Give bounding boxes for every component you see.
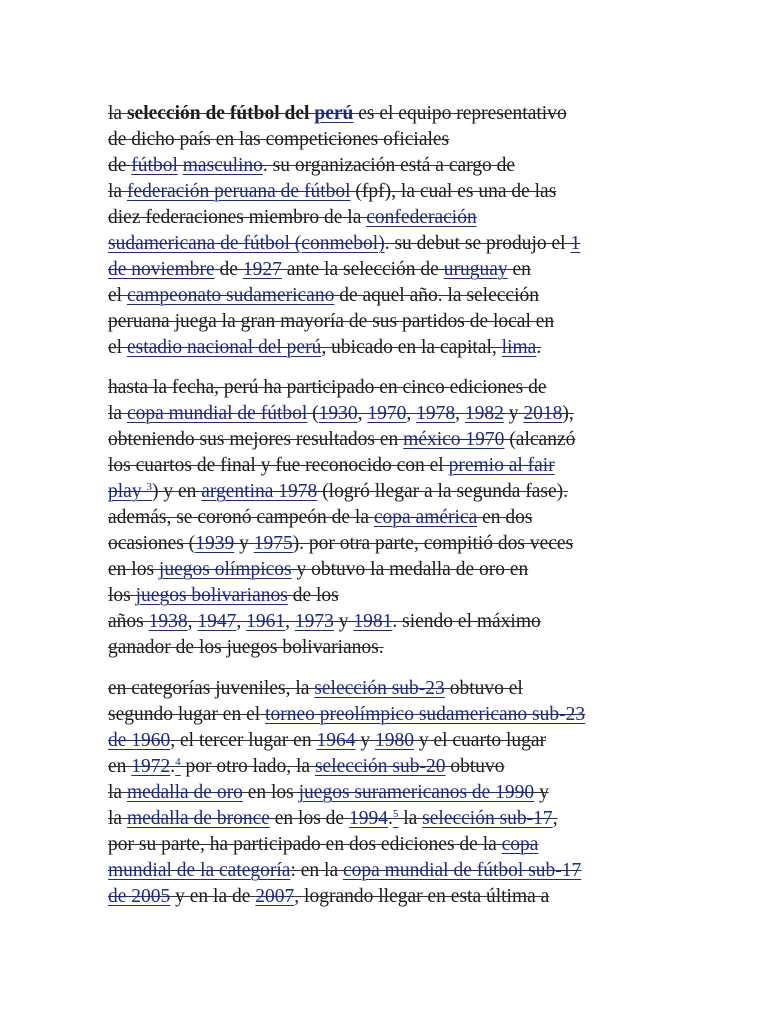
wiki-link[interactable]: 1964 [316, 730, 356, 751]
wiki-link[interactable]: mundial de la categoría [108, 860, 291, 881]
text-run: y [534, 782, 549, 803]
text-run: la [108, 181, 127, 202]
text-line [108, 205, 477, 231]
text-run: en [507, 259, 531, 280]
text-line [108, 309, 554, 335]
text-run: , [552, 808, 558, 829]
text-line [108, 153, 515, 179]
wiki-link[interactable]: copa [501, 834, 539, 855]
wiki-link[interactable]: copa mundial de fútbol sub-17 [343, 860, 582, 881]
text-run: la [108, 808, 127, 829]
text-run: . [170, 756, 176, 777]
text-run: . su organización está a cargo de [262, 155, 516, 176]
wiki-link[interactable]: argentina 1978 [201, 481, 318, 502]
wiki-link[interactable]: méxico 1970 [403, 429, 505, 450]
wiki-link[interactable]: juegos suramericanos de 1990 [298, 782, 535, 803]
wiki-link[interactable]: de 1960 [108, 730, 171, 751]
text-run: , el tercer lugar en [170, 730, 317, 751]
wiki-link[interactable]: copa américa [373, 507, 478, 528]
text-run: . siendo el máximo [392, 611, 541, 632]
text-line [108, 884, 549, 910]
text-line [108, 635, 384, 661]
wiki-link[interactable]: medalla de bronce [126, 808, 270, 829]
wiki-link[interactable]: 1994 [348, 808, 388, 829]
text-line [108, 127, 449, 153]
wiki-link[interactable]: 1970 [367, 403, 407, 424]
wiki-link[interactable]: perú [314, 103, 354, 124]
wiki-link[interactable]: 1978 [416, 403, 456, 424]
text-run: por su parte, ha participado en dos ediciones de la [108, 834, 502, 855]
text-run: . [387, 808, 393, 829]
wiki-link[interactable]: lima [501, 337, 537, 358]
footnote-number: 3 [146, 481, 152, 493]
text-run: la [398, 808, 423, 829]
wiki-link[interactable]: campeonato sudamericano [126, 285, 335, 306]
wiki-link[interactable]: 2018 [523, 403, 563, 424]
text-run: de [108, 155, 132, 176]
wiki-link[interactable]: torneo preolímpico sudamericano sub-23 [265, 704, 586, 725]
text-run: ganador de los juegos bolivarianos. [108, 637, 384, 658]
bold-text: selección de fútbol del [126, 103, 315, 124]
text-line [108, 702, 585, 728]
text-run: la [108, 782, 127, 803]
wiki-link[interactable]: confederación [366, 207, 477, 228]
wiki-link[interactable]: 1939 [195, 533, 235, 554]
wiki-link[interactable]: 1961 [246, 611, 286, 632]
text-run: además, se coronó campeón de la [108, 507, 374, 528]
wiki-link[interactable]: 1972 [131, 756, 171, 777]
wiki-link[interactable]: 1930 [318, 403, 358, 424]
text-line [108, 401, 574, 427]
wiki-link[interactable]: sudamericana de fútbol (conmebol) [108, 233, 385, 254]
wiki-link[interactable]: 1981 [353, 611, 393, 632]
wiki-link[interactable]: 1938 [148, 611, 188, 632]
wiki-link[interactable]: 1 [570, 233, 581, 254]
text-line [108, 427, 575, 453]
text-run: hasta la fecha, perú ha participado en cinco ediciones de [108, 377, 547, 398]
text-run: ante la selección de [281, 259, 444, 280]
text-run: el [108, 337, 127, 358]
text-run: ) y en [151, 481, 202, 502]
text-run: , [357, 403, 368, 424]
text-line [108, 257, 531, 283]
text-run: de los [287, 585, 339, 606]
text-run: , [455, 403, 465, 424]
wiki-link[interactable]: 1980 [374, 730, 414, 751]
text-line [108, 676, 523, 702]
text-run: ). por otra parte, compitió dos veces [292, 533, 574, 554]
text-line [108, 375, 547, 401]
text-run: . [536, 337, 542, 358]
text-run: la [108, 103, 127, 124]
text-line [108, 101, 567, 127]
wiki-link[interactable]: 1947 [197, 611, 237, 632]
wiki-link[interactable]: 1982 [464, 403, 504, 424]
text-line [108, 179, 556, 205]
text-line [108, 583, 339, 609]
text-line [108, 505, 533, 531]
text-line [108, 609, 541, 635]
text-run: de [214, 259, 243, 280]
footnote-number: 4 [175, 756, 181, 768]
wiki-link[interactable]: 2007 [255, 886, 295, 907]
wiki-link[interactable]: selección sub-23 [314, 678, 445, 699]
text-line [108, 335, 541, 361]
text-run: , [236, 611, 247, 632]
text-run: , [187, 611, 198, 632]
text-run: por otro lado, la [180, 756, 315, 777]
wiki-link[interactable]: selección sub-17 [422, 808, 553, 829]
text-run: y en la de [170, 886, 256, 907]
wiki-link[interactable]: federación peruana de fútbol [126, 181, 351, 202]
text-run: (logró llegar a la segunda fase). [317, 481, 568, 502]
text-run: y [355, 730, 375, 751]
text-run: , [285, 611, 295, 632]
text-run: y [333, 611, 354, 632]
text-line [108, 728, 546, 754]
text-run: segundo lugar en el [108, 704, 266, 725]
wiki-link[interactable]: premio al fair [448, 455, 555, 476]
text-line [108, 479, 568, 505]
text-run: ocasiones ( [108, 533, 196, 554]
text-run: en categorías juveniles, la [108, 678, 315, 699]
text-run: (alcanzó [504, 429, 576, 450]
text-run: de dicho país en las competiciones oficiales [108, 129, 450, 150]
wiki-link[interactable]: masculino [182, 155, 263, 176]
text-run: diez federaciones miembro de la [108, 207, 367, 228]
text-run: es el equipo representativo [353, 103, 567, 124]
wiki-link[interactable]: fútbol [131, 155, 178, 176]
text-line [108, 780, 549, 806]
text-run: , logrando llegar en esta última a [294, 886, 550, 907]
wiki-link[interactable]: juegos olímpicos [158, 559, 292, 580]
text-line [108, 858, 581, 884]
text-run: en los [108, 559, 159, 580]
text-run: ), [562, 403, 574, 424]
text-run: y el cuarto lugar [413, 730, 547, 751]
text-run: : en la [290, 860, 343, 881]
text-run: y [234, 533, 254, 554]
text-line [108, 231, 580, 257]
text-run: . su debut se produjo el [384, 233, 571, 254]
text-run: en dos [477, 507, 533, 528]
text-line [108, 453, 555, 479]
wiki-link[interactable]: uruguay [443, 259, 508, 280]
wiki-link[interactable]: copa mundial de fútbol [126, 403, 308, 424]
wiki-link[interactable]: 1927 [242, 259, 282, 280]
text-run: en [108, 756, 132, 777]
text-run: y [503, 403, 524, 424]
wiki-link[interactable]: medalla de oro [126, 782, 243, 803]
wiki-link[interactable]: 1975 [253, 533, 293, 554]
text-run: obtuvo el [444, 678, 523, 699]
text-run: los cuartos de final y fue reconocido con el [108, 455, 449, 476]
wiki-link[interactable]: juegos bolivarianos [135, 585, 288, 606]
text-line [108, 832, 538, 858]
text-line [108, 283, 539, 309]
text-run: , ubicado en la capital, [321, 337, 502, 358]
text-run: de aquel año. la selección [334, 285, 539, 306]
text-line [108, 557, 528, 583]
text-run: obteniendo sus mejores resultados en [108, 429, 404, 450]
text-line [108, 531, 573, 557]
text-run: años [108, 611, 149, 632]
text-run: en los [242, 782, 299, 803]
wiki-link[interactable]: de 2005 [108, 886, 171, 907]
text-run: ( [307, 403, 319, 424]
text-line [108, 806, 558, 832]
text-run: el [108, 285, 127, 306]
footnote-number: 5 [392, 808, 399, 820]
bold-text [314, 103, 353, 124]
text-run: y obtuvo la medalla de oro en [291, 559, 529, 580]
text-run: obtuvo [445, 756, 505, 777]
text-run: (fpf), la cual es una de las [350, 181, 557, 202]
wiki-link[interactable]: de noviembre [108, 259, 215, 280]
wiki-link[interactable]: estadio nacional del perú [126, 337, 322, 358]
wiki-link[interactable]: selección sub-20 [314, 756, 446, 777]
text-run: la [108, 403, 127, 424]
text-run: los [108, 585, 136, 606]
text-line [108, 754, 505, 780]
wiki-link[interactable]: play [108, 481, 147, 502]
text-run: en los de [269, 808, 349, 829]
text-run: peruana juega la gran mayoría de sus partidos de local en [108, 311, 555, 332]
text-run: , [406, 403, 417, 424]
wiki-link[interactable]: 1973 [294, 611, 334, 632]
